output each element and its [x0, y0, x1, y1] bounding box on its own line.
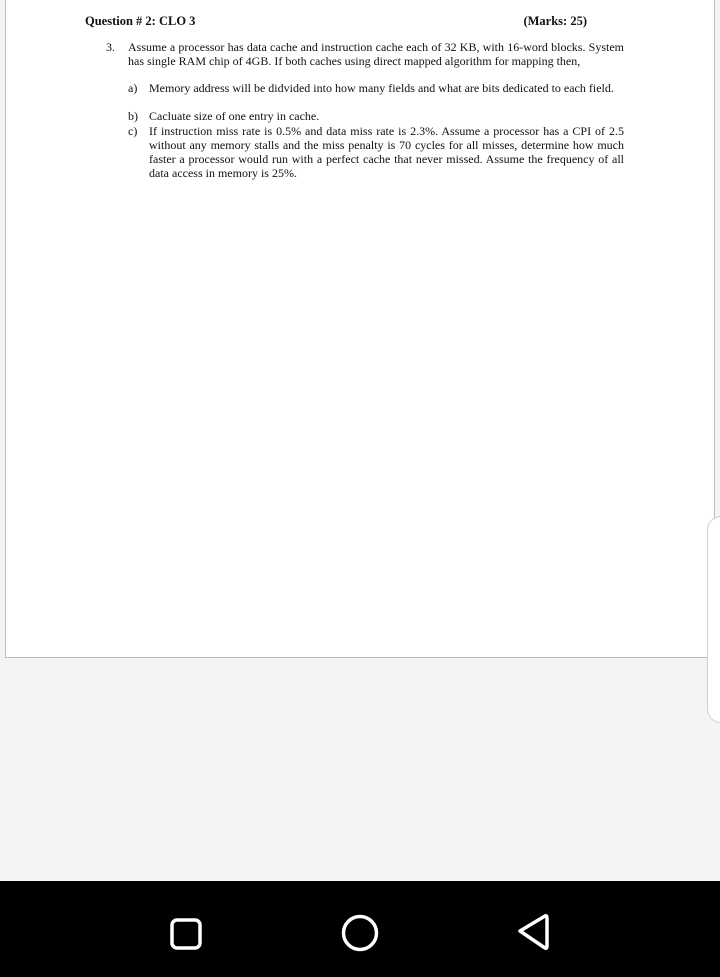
question-stem: Assume a processor has data cache and instruction cache each of 32 KB, with 16-word blocks. System has single RAM chip of 4GB. If both caches using direct mapped algorithm for mapping then,	[128, 40, 624, 68]
home-button[interactable]	[330, 903, 390, 963]
part-text: Memory address will be didvided into how many fields and what are bits dedicated to each field.	[149, 81, 614, 95]
side-scroll-handle[interactable]	[707, 516, 720, 723]
part-label: b)	[128, 109, 138, 123]
part-label: c)	[128, 124, 138, 138]
back-button[interactable]	[505, 903, 565, 963]
part-text: Cacluate size of one entry in cache.	[149, 109, 320, 123]
square-icon	[156, 903, 216, 963]
part-text: If instruction miss rate is 0.5% and data miss rate is 2.3%. Assume a processor has a CPI of 2.5 without any memory stalls and the miss penalty is 70 cycles for all misses, determine how much faster a processor would run with a perfect cache that never missed. Assume the frequency of all data access in memory is 25%.	[149, 124, 624, 180]
part-label: a)	[128, 81, 138, 95]
circle-icon	[330, 903, 390, 963]
question-marks: (Marks: 25)	[523, 14, 587, 28]
android-navigation-bar	[0, 881, 720, 977]
question-title: Question # 2: CLO 3	[85, 14, 196, 28]
item-number: 3.	[106, 40, 115, 54]
document-page	[5, 0, 715, 658]
recents-button[interactable]	[156, 903, 216, 963]
triangle-back-icon	[505, 903, 565, 963]
question-header	[85, 14, 587, 32]
